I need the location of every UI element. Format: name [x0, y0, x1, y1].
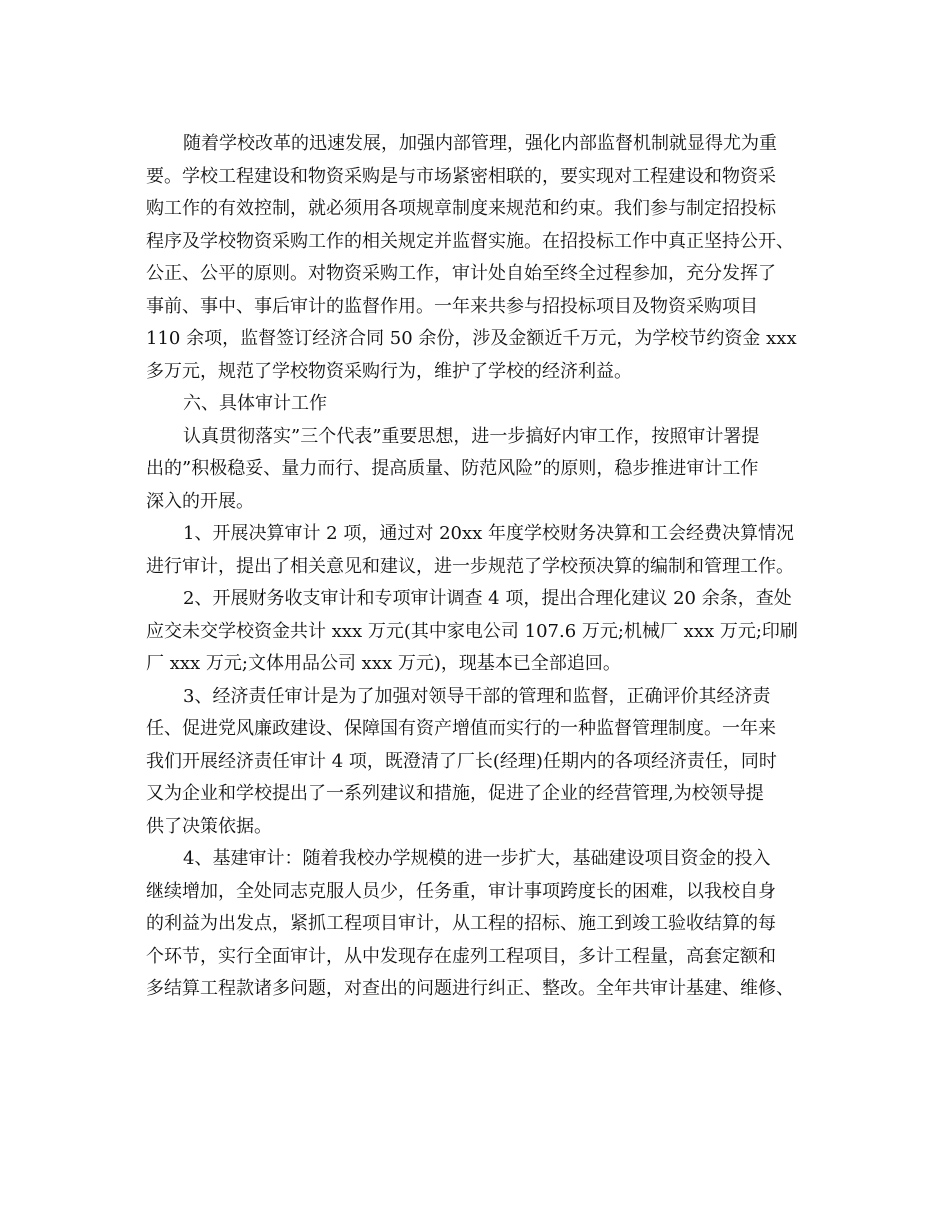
text-line: 4、基建审计：随着我校办学规模的进一步扩大，基础建设项目资金的投入 [183, 848, 771, 869]
text-line: 多万元，规范了学校物资采购行为，维护了学校的经济利益。 [146, 360, 632, 382]
text-line: 出的”积极稳妥、量力而行、提高质量、防范风险”的原则，稳步推进审计工作 [146, 458, 759, 479]
text-line: 110 余项，监督签订经济合同 50 余份，涉及金额近千万元，为学校节约资金 xxx [146, 328, 797, 349]
text-line: 应交未交学校资金共计 xxx 万元(其中家电公司 107.6 万元;机械厂 xxx 万元;印刷 [146, 620, 798, 642]
text-line: 随着学校改革的迅速发展，加强内部管理，强化内部监督机制就显得尤为重 [183, 133, 777, 154]
text-line: 1、开展决算审计 2 项，通过对 20xx 年度学校财务决算和工会经费决算情况 [183, 523, 794, 544]
text-line: 2、开展财务收支审计和专项审计调查 4 项，提出合理化建议 20 余条，查处 [183, 588, 792, 609]
text-line: 厂 xxx 万元;文体用品公司 xxx 万元)，现基本已全部追回。 [146, 653, 621, 674]
text-line: 六、具体审计工作 [183, 393, 327, 414]
text-line: 深入的开展。 [146, 490, 254, 512]
text-line: 3、经济责任审计是为了加强对领导干部的管理和监督，正确评价其经济责 [183, 685, 771, 707]
text-line: 事前、事中、事后审计的监督作用。一年来共参与招投标项目及物资采购项目 [146, 295, 758, 317]
text-line: 供了决策依据。 [146, 815, 272, 837]
text-line: 任、促进党风廉政建设、保障国有资产增值而实行的一种监督管理制度。一年来 [146, 718, 776, 739]
text-line: 个环节，实行全面审计，从中发现存在虚列工程项目，多计工程量，高套定额和 [146, 945, 776, 967]
text-line: 又为企业和学校提出了一系列建议和措施，促进了企业的经营管理,为校领导提 [146, 783, 764, 804]
text-line: 购工作的有效控制，就必须用各项规章制度来规范和约束。我们参与制定招投标 [146, 198, 776, 219]
text-line: 认真贯彻落实”三个代表”重要思想，进一步搞好内审工作，按照审计署提 [183, 425, 760, 447]
text-line: 进行审计，提出了相关意见和建议，进一步规范了学校预决算的编制和管理工作。 [146, 555, 794, 577]
text-line: 公正、公平的原则。对物资采购工作，审计处自始至终全过程参加，充分发挥了 [146, 263, 776, 284]
text-line: 我们开展经济责任审计 4 项，既澄清了厂长(经理)任期内的各项经济责任，同时 [146, 750, 777, 772]
document-body [146, 128, 816, 1006]
text-line: 要。学校工程建设和物资采购是与市场紧密相联的，要实现对工程建设和物资采 [146, 165, 776, 187]
text-line: 多结算工程款诸多问题，对查出的问题进行纠正、整改。全年共审计基建、维修、 [146, 978, 794, 999]
text-line: 的利益为出发点，紧抓工程项目审计，从工程的招标、施工到竣工验收结算的每 [146, 913, 776, 934]
text-line: 程序及学校物资采购工作的相关规定并监督实施。在招投标工作中真正坚持公开、 [146, 230, 794, 252]
text-line: 继续增加，全处同志克服人员少，任务重，审计事项跨度长的困难，以我校自身 [146, 880, 776, 902]
